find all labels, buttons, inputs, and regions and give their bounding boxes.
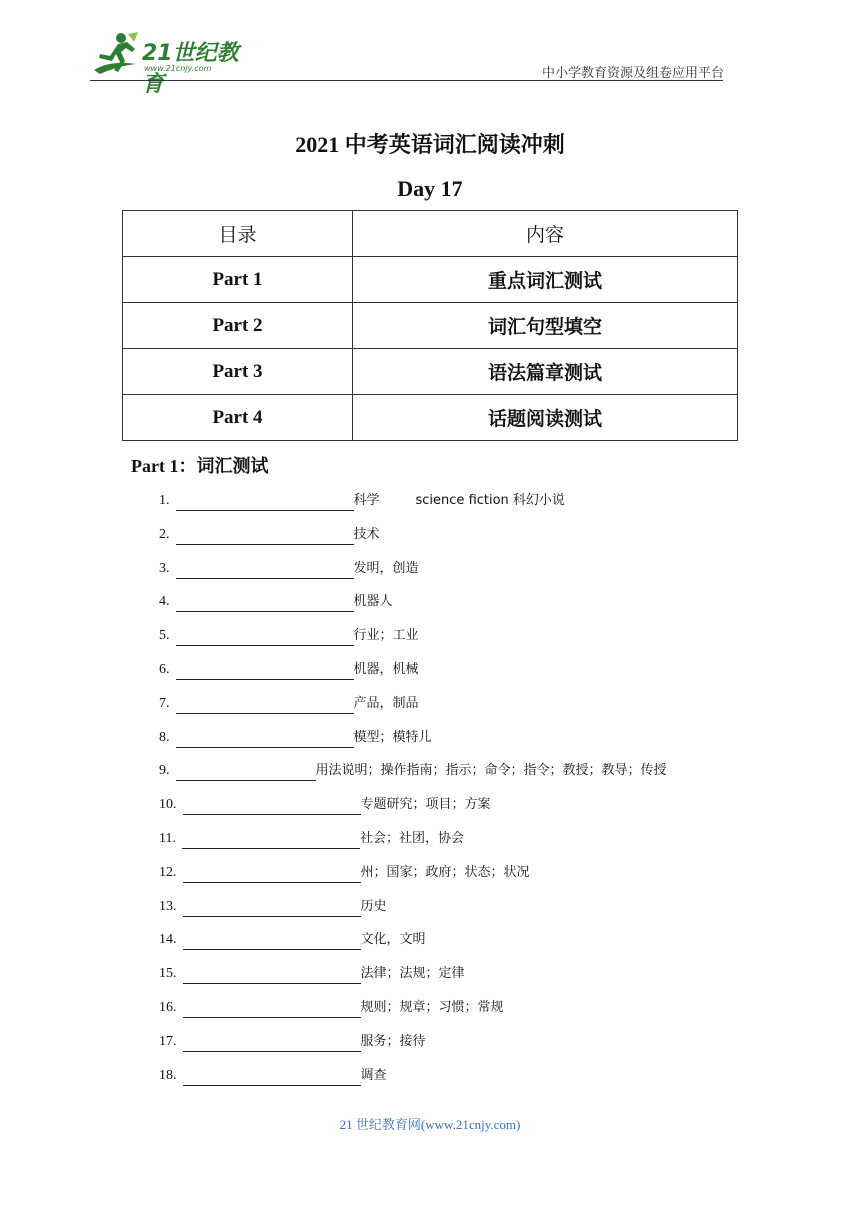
item-number: 4. — [159, 594, 170, 610]
list-item — [159, 1032, 779, 1066]
item-number: 16. — [159, 999, 177, 1015]
answer-blank[interactable] — [176, 496, 354, 511]
logo-url: www.21cnjy.com — [144, 64, 212, 73]
answer-blank[interactable] — [182, 834, 360, 849]
item-meaning: 模型；模特儿 — [353, 729, 432, 745]
list-item — [159, 964, 779, 998]
item-meaning: 规则；规章；习惯；常规 — [360, 999, 504, 1015]
answer-blank[interactable] — [183, 1037, 361, 1052]
table-header-cell: 内容 — [353, 211, 738, 257]
contents-table — [122, 210, 738, 441]
runner-logo-icon — [90, 30, 142, 76]
item-number: 3. — [159, 560, 170, 576]
table-cell-part: Part 3 — [123, 349, 353, 395]
answer-blank[interactable] — [176, 699, 354, 714]
item-meaning: 机器，机械 — [353, 661, 419, 677]
answer-blank[interactable] — [176, 665, 354, 680]
answer-blank[interactable] — [183, 800, 361, 815]
item-number: 12. — [159, 864, 177, 880]
page-footer[interactable]: 21 世纪教育网(www.21cnjy.com) — [339, 1117, 521, 1132]
list-item — [159, 694, 779, 728]
table-row — [123, 303, 738, 349]
table-cell-part: Part 4 — [123, 395, 353, 441]
item-number: 7. — [159, 695, 170, 711]
item-meaning: 机器人 — [353, 594, 393, 610]
list-item — [159, 660, 779, 694]
item-number: 2. — [159, 526, 170, 542]
list-item — [159, 930, 779, 964]
table-cell-content: 重点词汇测试 — [353, 257, 738, 303]
item-meaning: 社会；社团，协会 — [359, 830, 464, 846]
list-item — [159, 525, 779, 559]
table-cell-part: Part 1 — [123, 257, 353, 303]
item-meaning: 科学 — [353, 493, 380, 508]
page-subtitle: Day 17 — [397, 176, 463, 201]
item-number: 13. — [159, 898, 177, 914]
list-item — [159, 1066, 779, 1100]
answer-blank[interactable] — [176, 597, 354, 612]
page-title: 2021 中考英语词汇阅读冲刺 — [295, 132, 565, 157]
item-number: 11. — [159, 830, 176, 846]
section-heading: Part 1：词汇测试 — [131, 456, 269, 476]
item-number: 17. — [159, 1033, 177, 1049]
platform-label: 中小学教育资源及组卷应用平台 — [541, 65, 724, 80]
item-meaning: 调查 — [360, 1067, 387, 1083]
answer-blank[interactable] — [176, 733, 354, 748]
item-number: 9. — [159, 763, 170, 779]
table-header-cell: 目录 — [123, 211, 353, 257]
table-row — [123, 349, 738, 395]
item-number: 15. — [159, 966, 177, 982]
item-number: 18. — [159, 1067, 177, 1083]
table-row — [123, 257, 738, 303]
answer-blank[interactable] — [183, 969, 361, 984]
item-number: 1. — [159, 493, 170, 508]
item-number: 10. — [159, 797, 177, 813]
item-meaning: 历史 — [360, 898, 387, 914]
table-cell-content: 词汇句型填空 — [353, 303, 738, 349]
item-meaning: 州；国家；政府；状态；状况 — [360, 864, 530, 880]
item-meaning: 服务；接待 — [360, 1033, 426, 1049]
item-number: 8. — [159, 729, 170, 745]
item-meaning: 行业；工业 — [353, 628, 419, 644]
item-meaning: 法律；法规；定律 — [360, 966, 465, 982]
list-item — [159, 728, 779, 762]
table-cell-part: Part 2 — [123, 303, 353, 349]
table-cell-content: 语法篇章测试 — [353, 349, 738, 395]
item-meaning: 技术 — [353, 526, 380, 542]
item-meaning: 专题研究；项目；方案 — [360, 797, 491, 813]
answer-blank[interactable] — [183, 935, 361, 950]
list-item — [159, 761, 779, 795]
answer-blank[interactable] — [176, 564, 354, 579]
vocabulary-list — [159, 491, 779, 1099]
answer-blank[interactable] — [176, 766, 316, 781]
list-item — [159, 491, 779, 525]
item-meaning: 发明，创造 — [353, 560, 419, 576]
site-logo[interactable] — [90, 30, 260, 97]
list-item — [159, 795, 779, 829]
logo-text: 21世纪教育 — [142, 41, 239, 97]
answer-blank[interactable] — [176, 631, 354, 646]
answer-blank[interactable] — [176, 530, 354, 545]
table-header-row — [123, 211, 738, 257]
item-number: 6. — [159, 661, 170, 677]
answer-blank[interactable] — [183, 868, 361, 883]
table-row — [123, 395, 738, 441]
list-item — [159, 863, 779, 897]
list-item — [159, 829, 779, 863]
answer-blank[interactable] — [183, 1071, 361, 1086]
table-cell-content: 话题阅读测试 — [353, 395, 738, 441]
answer-blank[interactable] — [183, 902, 361, 917]
answer-blank[interactable] — [183, 1003, 361, 1018]
item-meaning: 用法说明；操作指南；指示；命令；指令；教授；教导；传授 — [315, 763, 667, 779]
list-item — [159, 592, 779, 626]
header-divider — [90, 80, 723, 81]
item-number: 5. — [159, 628, 170, 644]
item-meaning: 文化，文明 — [360, 932, 426, 948]
list-item — [159, 897, 779, 931]
item-meaning: 产品，制品 — [353, 695, 419, 711]
list-item — [159, 998, 779, 1032]
page-header — [90, 30, 730, 97]
item-example: science fiction 科幻小说 — [415, 493, 565, 508]
item-number: 14. — [159, 932, 177, 948]
list-item — [159, 626, 779, 660]
list-item — [159, 559, 779, 593]
